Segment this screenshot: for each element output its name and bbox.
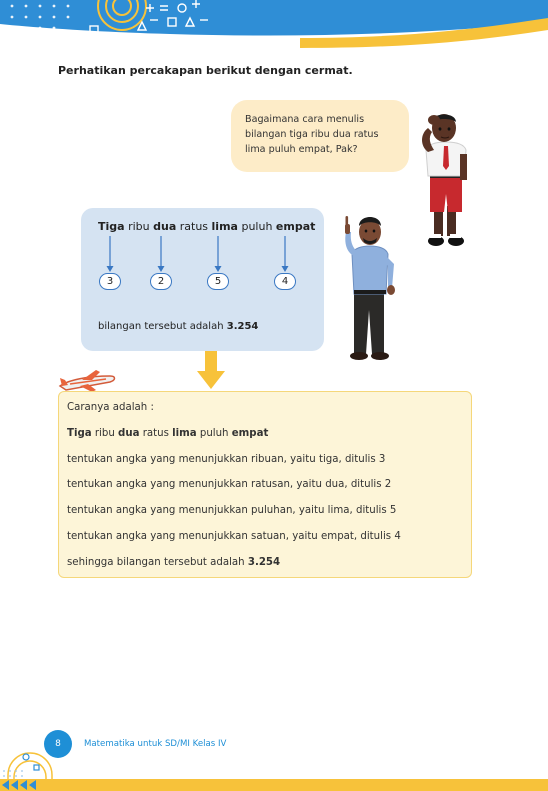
speech-line-1: Bagaimana cara menulis [245, 114, 365, 125]
calc-result [98, 321, 258, 332]
student-illustration [418, 110, 474, 252]
word-empat: empat [275, 220, 316, 233]
down-arrow-icon [197, 351, 225, 391]
speech-line-2: bilangan tiga ribu dua ratus [245, 129, 379, 140]
step-hundreds: tentukan angka yang menunjukkan ratusan, yaitu dua, ditulis 2 [67, 479, 392, 490]
conclusion-value: 3.254 [247, 557, 281, 568]
footer-decoration [0, 731, 548, 791]
digit-tens: 5 [207, 273, 229, 290]
student-speech-bubble [231, 100, 409, 172]
page-number: 8 [44, 730, 72, 758]
digit-ones: 4 [274, 273, 296, 290]
word-ribu: ribu [124, 220, 154, 233]
header-decoration [0, 0, 548, 60]
word-dua: dua [153, 220, 177, 233]
number-decomposition-box [81, 208, 324, 351]
book-title: Matematika untuk SD/MI Kelas IV [84, 739, 227, 749]
digit-thousands: 3 [99, 273, 121, 290]
word-tiga: Tiga [98, 220, 125, 233]
word-puluh: puluh [237, 220, 276, 233]
step-word-lima: lima [172, 428, 197, 439]
calc-result-value: 3.254 [226, 321, 259, 332]
speech-line-3: lima puluh empat, Pak? [245, 144, 358, 155]
step-word-ribu: ribu [91, 428, 119, 439]
steps-conclusion [67, 557, 280, 568]
conclusion-label: sehingga bilangan tersebut adalah [67, 557, 248, 568]
step-ones: tentukan angka yang menunjukkan satuan, yaitu empat, ditulis 4 [67, 531, 401, 542]
steps-number-words [67, 428, 268, 439]
digit-hundreds: 2 [150, 273, 172, 290]
intro-instruction: Perhatikan percakapan berikut dengan cermat. [58, 64, 353, 77]
step-word-ratus: ratus [139, 428, 173, 439]
step-word-puluh: puluh [196, 428, 232, 439]
calc-result-label: bilangan tersebut adalah [98, 321, 227, 332]
steps-explanation-box [58, 391, 472, 578]
teacher-illustration [334, 208, 406, 362]
step-tens: tentukan angka yang menunjukkan puluhan, yaitu lima, ditulis 5 [67, 505, 397, 516]
word-ratus: ratus [176, 220, 212, 233]
step-thousands: tentukan angka yang menunjukkan ribuan, yaitu tiga, ditulis 3 [67, 454, 386, 465]
step-word-tiga: Tiga [67, 428, 92, 439]
step-word-empat: empat [231, 428, 269, 439]
steps-heading: Caranya adalah : [67, 402, 154, 413]
step-word-dua: dua [118, 428, 140, 439]
word-lima: lima [211, 220, 238, 233]
